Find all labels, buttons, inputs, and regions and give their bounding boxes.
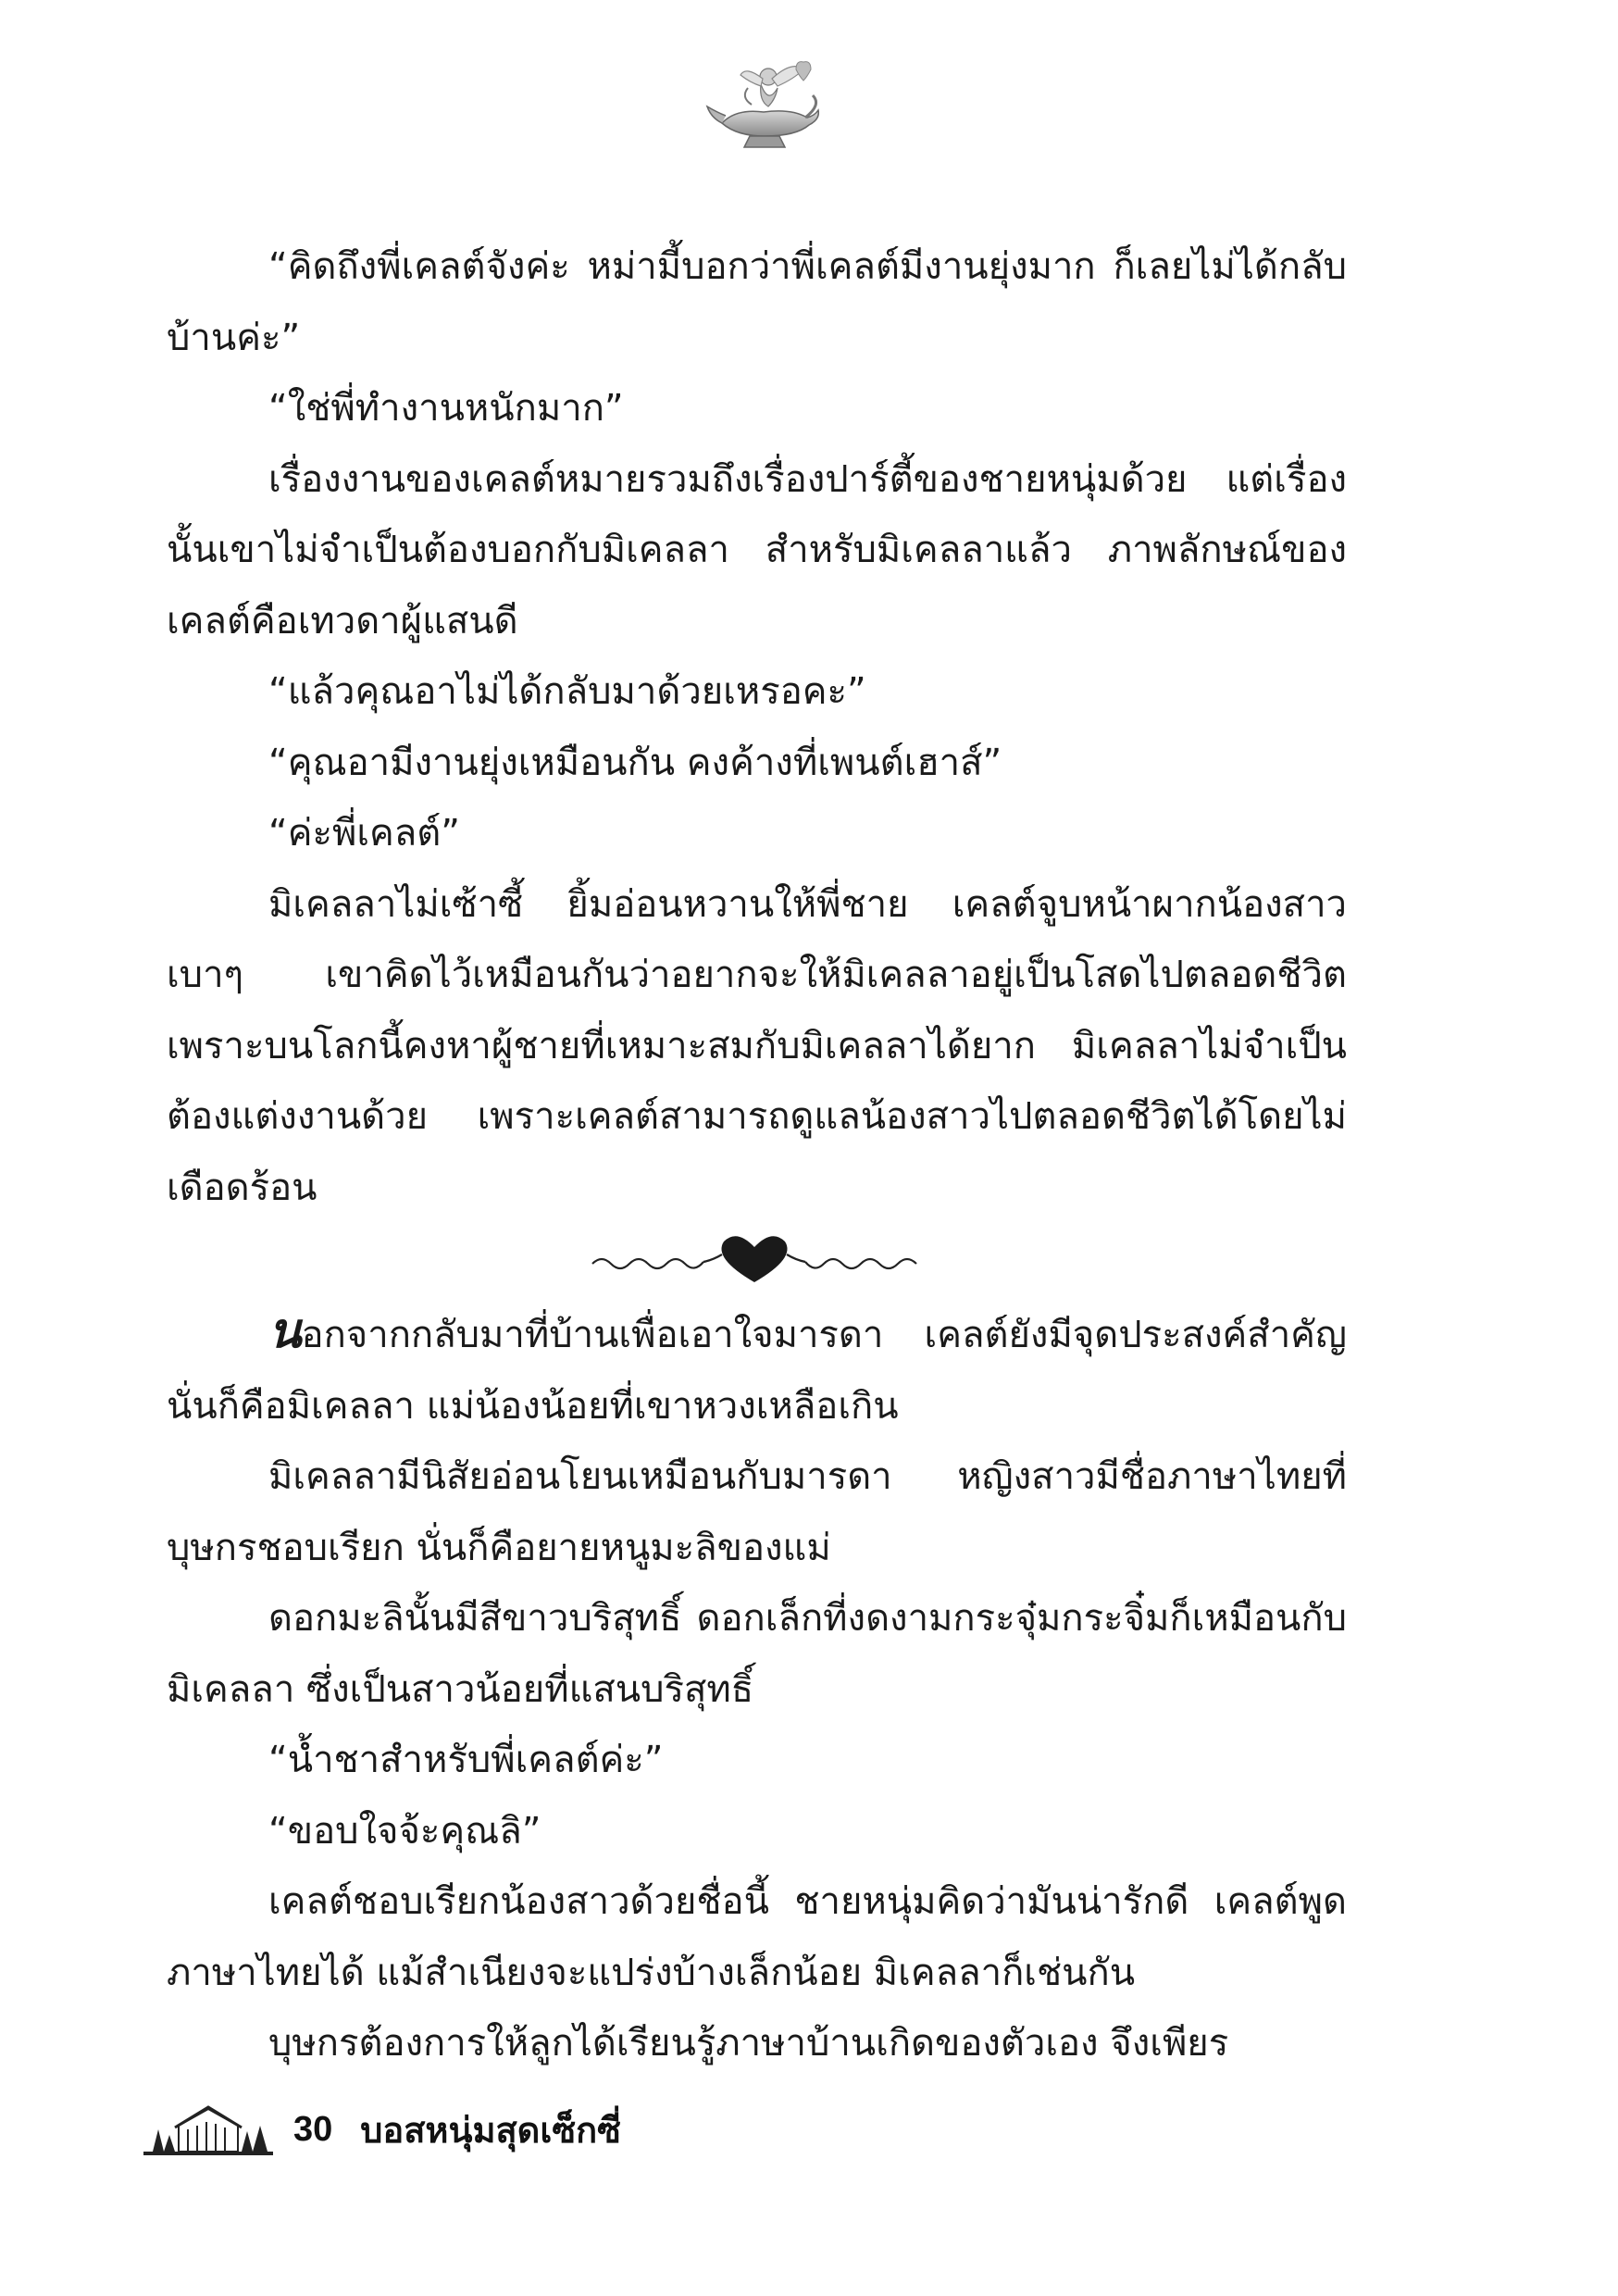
book-title: บอสหนุ่มสุดเซ็กซี่ — [360, 2111, 621, 2151]
house-with-trees-icon — [143, 2102, 273, 2157]
paragraph: “คิดถึงพี่เคลต์จังค่ะ หม่ามี้บอกว่าพี่เคลต์มีงานยุ่งมาก ก็เลยไม่ได้กลับบ้านค่ะ” — [167, 245, 1347, 359]
paragraph: “ใช่พี่ทำงานหนักมาก” — [268, 387, 624, 430]
drop-cap: น — [268, 1303, 302, 1359]
paragraph-rest: อกจากกลับมาที่บ้านเพื่อเอาใจมารดา เคลต์ยังมีจุดประสงค์สำคัญ นั่นก็คือมิเคลลา แม่น้องน้อยที่เขาหวงเหลือเกิน — [167, 1314, 1347, 1428]
paragraph: มิเคลลามีนิสัยอ่อนโยนเหมือนกับมารดา หญิงสาวมีชื่อภาษาไทยที่บุษกรชอบเรียก นั่นก็คือยายหนูมะลิของแม่ — [167, 1455, 1347, 1569]
page-number: 30 — [293, 2109, 333, 2149]
paragraph: เคลต์ชอบเรียกน้องสาวด้วยชื่อนี้ ชายหนุ่มคิดว่ามันน่ารักดี เคลต์พูดภาษาไทยได้ แม้สำเนียงจะแปร่งบ้างเล็กน้อย มิเคลลาก็เช่นกัน — [167, 1880, 1347, 1994]
paragraph-with-dropcap — [167, 1296, 1347, 1441]
paragraph: บุษกรต้องการให้ลูกได้เรียนรู้ภาษาบ้านเกิดของตัวเอง จึงเพียร — [268, 2022, 1229, 2065]
paragraph: “ค่ะพี่เคลต์” — [268, 812, 460, 855]
paragraph: “ขอบใจจ้ะคุณลิ” — [268, 1809, 541, 1853]
paragraph: “คุณอามีงานยุ่งเหมือนกัน คงค้างที่เพนต์เฮาส์” — [268, 741, 1002, 784]
section-1 — [167, 231, 1347, 1223]
paragraph: “น้ำชาสำหรับพี่เคลต์ค่ะ” — [268, 1739, 664, 1781]
cupid-magic-lamp-icon — [703, 51, 824, 162]
paragraph: “แล้วคุณอาไม่ได้กลับมาด้วยเหรอคะ” — [268, 670, 866, 713]
paragraph: ดอกมะลินั้นมีสีขาวบริสุทธิ์ ดอกเล็กที่งดงามกระจุ๋มกระจิ๋มก็เหมือนกับมิเคลลา ซึ่งเป็นสาวน้อยที่แสนบริสุทธิ์ — [167, 1597, 1347, 1711]
page-footer — [143, 2102, 621, 2157]
heart-swirl-divider-icon — [583, 1227, 926, 1292]
section-2 — [167, 1296, 1347, 2079]
paragraph: เรื่องงานของเคลต์หมายรวมถึงเรื่องปาร์ตี้ของชายหนุ่มด้วย แต่เรื่องนั้นเขาไม่จำเป็นต้องบอกกับมิเคลลา สำหรับมิเคลลาแล้ว ภาพลักษณ์ของเคลต์คือเทวดาผู้แสนดี — [167, 457, 1347, 643]
paragraph: มิเคลลาไม่เซ้าซี้ ยิ้มอ่อนหวานให้พี่ชาย เคลต์จูบหน้าผากน้องสาวเบาๆ เขาคิดไว้เหมือนกันว่าอยากจะให้มิเคลลาอยู่เป็นโสดไปตลอดชีวิต เพราะบนโลกนี้คงหาผู้ชายที่เหมาะสมกับมิเคลลาได้ยาก มิเคลลาไม่จำเป็นต้องแต่งงานด้วย เพราะเคลต์สามารถดูแลน้องสาวไปตลอดชีวิตได้โดยไม่เดือดร้อน — [167, 882, 1347, 1209]
